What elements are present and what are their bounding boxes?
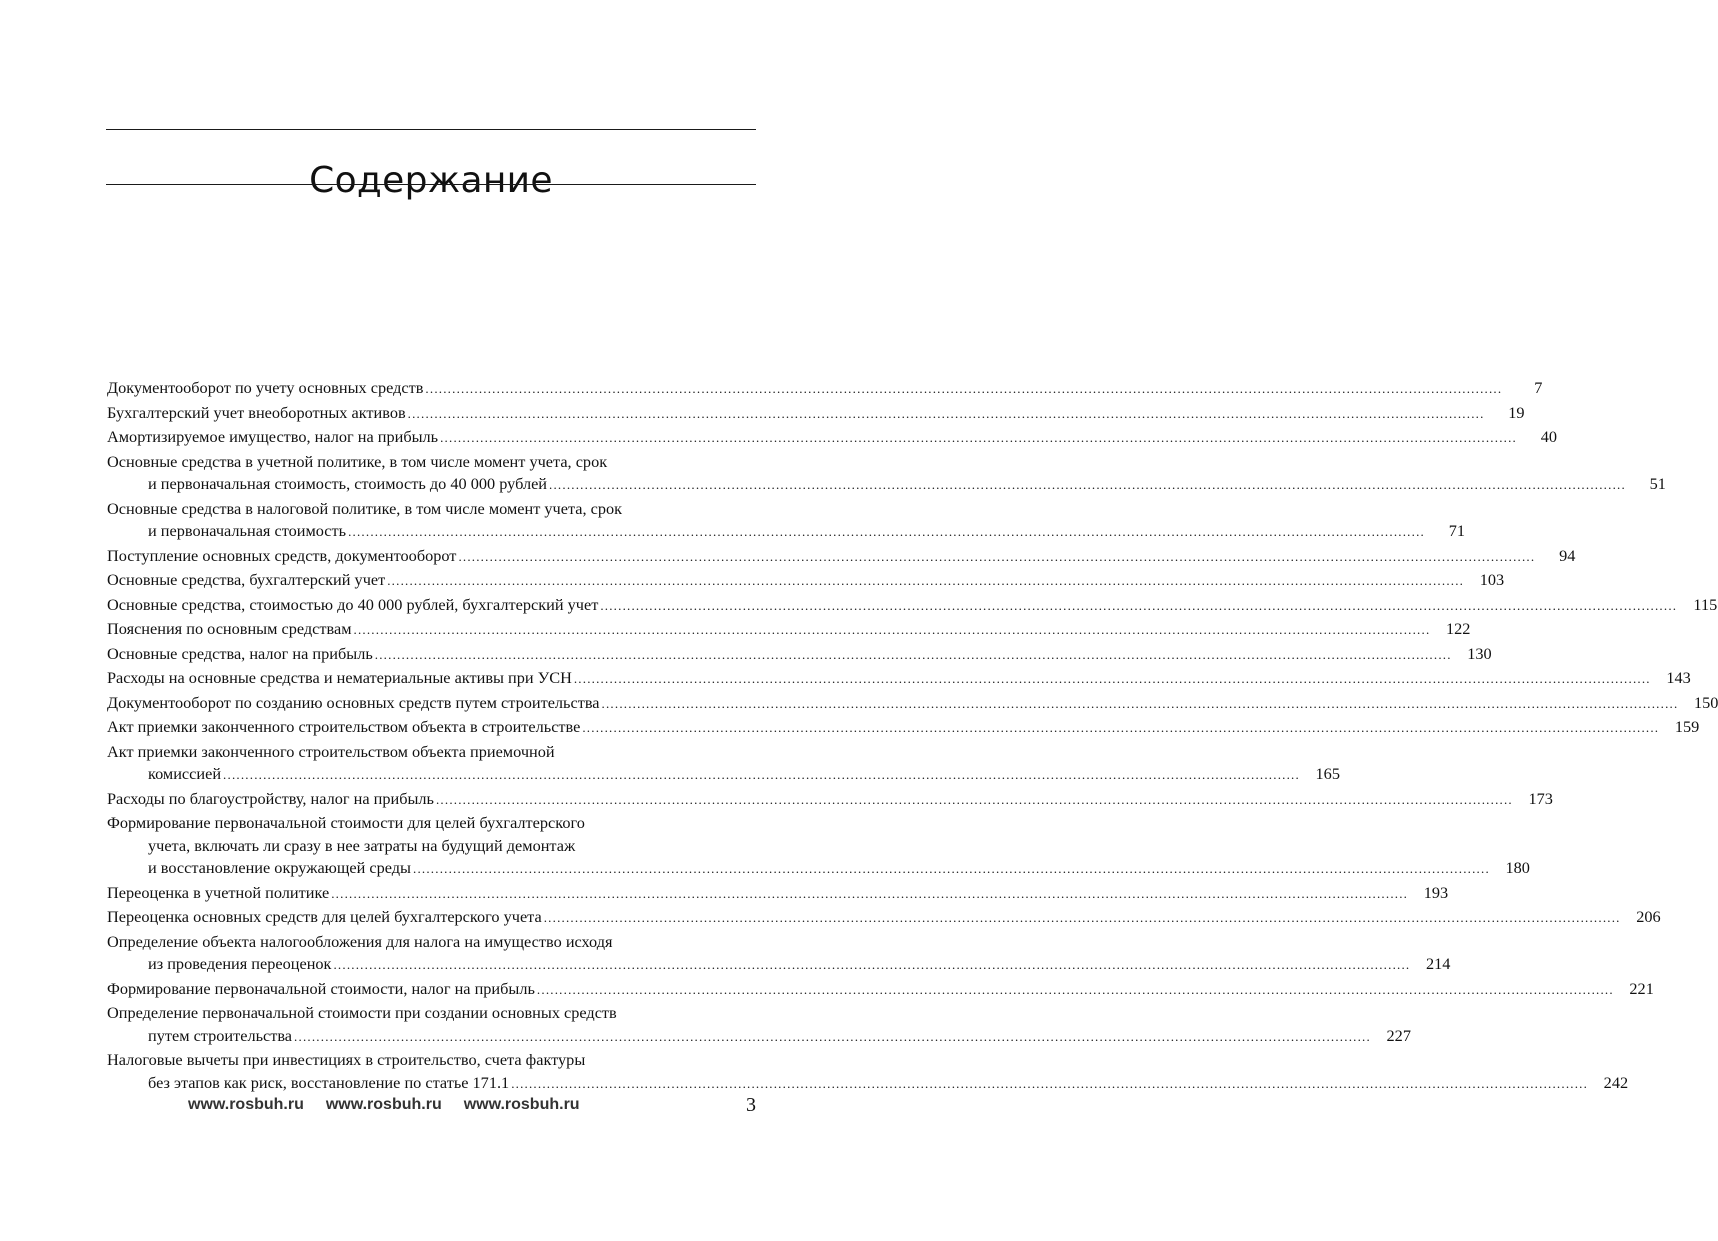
toc-page-number: 19: [1508, 402, 1525, 422]
toc-entry-title: комиссией: [148, 764, 222, 783]
toc-entry[interactable]: [107, 402, 1525, 425]
toc-entry-title: Формирование первоначальной стоимости, налог на прибыль: [107, 978, 535, 998]
toc-page-number: 173: [1528, 788, 1553, 808]
toc-entry-title: без этапов как риск, восстановление по статье 171.1: [148, 1072, 510, 1092]
toc-entry-line: [107, 377, 1543, 400]
dot-leader: [458, 546, 1535, 569]
toc-entry-title: Основные средства, налог на прибыль: [107, 643, 373, 663]
toc-entry-title: Акт приемки законченного строительством объекта в строительстве: [107, 717, 581, 736]
toc-entry[interactable]: [107, 882, 1449, 905]
toc-page-number: 143: [1666, 668, 1691, 687]
toc-page-number: 7: [1534, 378, 1543, 397]
toc-entry-line: [107, 498, 756, 521]
toc-page-number: 221: [1629, 978, 1654, 998]
toc-entry-line: [107, 953, 1451, 976]
toc-entry-title: путем строительства: [148, 1025, 293, 1045]
toc-entry[interactable]: [107, 906, 1661, 929]
toc-entry-title: Определение первоначальной стоимости при создании основных средств: [107, 1003, 617, 1022]
toc-entry[interactable]: [107, 451, 1666, 496]
dot-leader: [436, 789, 1513, 812]
toc-entry[interactable]: [107, 1002, 1411, 1047]
toc-page-number: 227: [1386, 1025, 1411, 1045]
toc-entry-line: [107, 520, 1465, 543]
toc-entry-line: [107, 618, 1471, 641]
toc-entry[interactable]: [107, 426, 1557, 449]
toc-page-number: 130: [1467, 643, 1492, 663]
dot-leader: [331, 883, 1408, 906]
toc-entry[interactable]: [107, 618, 1471, 641]
toc-page-number: 122: [1445, 619, 1471, 638]
toc-entry-line: [107, 835, 756, 858]
toc-entry-title: Документооборот по созданию основных средств путем строительства: [107, 692, 600, 712]
toc-entry-line: [107, 569, 1505, 592]
dot-leader: [413, 858, 1490, 881]
toc-page-number: 165: [1315, 764, 1340, 783]
toc-entry-line: [107, 1025, 1411, 1048]
toc-entry-title: Формирование первоначальной стоимости для целей бухгалтерского: [107, 813, 585, 832]
dot-leader: [348, 521, 1425, 544]
toc-page-number: 159: [1674, 717, 1700, 736]
toc-page-number: 71: [1448, 521, 1465, 540]
toc-entry-line: [107, 788, 1553, 811]
page-title: Содержание: [309, 160, 553, 202]
toc-page-number: 51: [1649, 474, 1666, 493]
dot-leader: [333, 954, 1410, 977]
toc-page-number: 193: [1423, 882, 1449, 902]
dot-leader: [602, 693, 1679, 716]
title-top-rule: [106, 129, 756, 130]
toc-entry-line: [107, 426, 1557, 449]
toc-entry-line: [107, 1002, 756, 1025]
toc-entry-title: из проведения переоценок: [148, 954, 332, 973]
toc-entry-title: Основные средства, бухгалтерский учет: [107, 570, 386, 589]
footer-website-link[interactable]: www.rosbuh.ru: [325, 1096, 442, 1113]
footer-website-link[interactable]: www.rosbuh.ru: [188, 1096, 304, 1113]
toc-entry[interactable]: [107, 741, 1340, 786]
dot-leader: [544, 907, 1621, 930]
dot-leader: [537, 979, 1614, 1002]
toc-entry[interactable]: [107, 569, 1505, 592]
toc-entry[interactable]: [107, 667, 1691, 690]
toc-page-number: 115: [1693, 594, 1718, 614]
toc-entry-line: [107, 667, 1691, 690]
toc-entry-line: [107, 716, 1700, 739]
page-number: 3: [746, 1094, 756, 1116]
toc-entry-title: и первоначальная стоимость, стоимость до 40 000 рублей: [148, 474, 548, 493]
toc-entry-line: [107, 692, 1718, 715]
toc-entry-line: [107, 812, 756, 835]
toc-entry[interactable]: [107, 1049, 1629, 1094]
toc-entry-title: и первоначальная стоимость: [148, 521, 347, 540]
toc-entry-line: [107, 451, 756, 474]
toc-entry-line: [107, 594, 1718, 617]
toc-page-number: 150: [1694, 692, 1718, 712]
toc-page-number: 103: [1479, 570, 1505, 589]
toc-entry-title: Переоценка в учетной политике: [107, 882, 330, 902]
dot-leader: [425, 378, 1502, 401]
dot-leader: [375, 644, 1452, 667]
toc-entry-line: [107, 882, 1449, 905]
toc-entry-title: и восстановление окружающей среды: [148, 858, 411, 877]
toc-entry-title: Переоценка основных средств для целей бухгалтерского учета: [107, 907, 542, 926]
toc-entry[interactable]: [107, 716, 1700, 739]
toc-entry-title: Налоговые вычеты при инвестициях в строительство, счета фактуры: [107, 1050, 586, 1069]
toc-entry-title: Документооборот по учету основных средств: [107, 378, 424, 397]
toc-entry-line: [107, 931, 756, 954]
toc-entry[interactable]: [107, 377, 1543, 400]
toc-entry[interactable]: [107, 643, 1492, 666]
toc-page-number: 206: [1636, 907, 1661, 926]
dot-leader: [408, 403, 1485, 426]
toc-entry-title: Расходы на основные средства и нематериальные активы при УСН: [107, 668, 572, 687]
toc-entry[interactable]: [107, 931, 1451, 976]
table-of-contents: [107, 377, 1718, 1096]
toc-entry-title: Определение объекта налогообложения для налога на имущество исходя: [107, 931, 613, 951]
toc-entry-title: Бухгалтерский учет внеоборотных активов: [107, 402, 406, 422]
toc-entry-title: Основные средства в налоговой политике, в том числе момент учета, срок: [107, 498, 623, 518]
toc-entry-line: [107, 741, 756, 764]
dot-leader: [294, 1026, 1371, 1049]
toc-page-number: 94: [1559, 545, 1576, 565]
toc-entry-title: Расходы по благоустройству, налог на прибыль: [107, 788, 434, 808]
toc-entry[interactable]: [107, 594, 1718, 617]
dot-leader: [223, 764, 1300, 787]
toc-entry-title: Основные средства в учетной политике, в том числе момент учета, срок: [107, 451, 608, 471]
dot-leader: [600, 595, 1677, 618]
dot-leader: [574, 668, 1651, 691]
toc-entry-line: [107, 1049, 756, 1072]
title-bottom-rule: [106, 184, 756, 185]
toc-entry[interactable]: [107, 545, 1576, 568]
toc-entry-title: Основные средства, стоимостью до 40 000 рублей, бухгалтерский учет: [107, 594, 599, 614]
footer-website-link[interactable]: www.rosbuh.ru: [463, 1096, 580, 1113]
dot-leader: [549, 474, 1626, 497]
toc-entry-line: [107, 545, 1576, 568]
toc-entry-line: [107, 906, 1661, 929]
toc-entry[interactable]: [107, 788, 1553, 811]
dot-leader: [582, 717, 1659, 740]
toc-entry[interactable]: [107, 978, 1654, 1001]
footer-links: [188, 1094, 602, 1116]
toc-entry[interactable]: [107, 812, 1530, 880]
toc-entry[interactable]: [107, 498, 1465, 543]
toc-entry-line: [107, 978, 1654, 1001]
dot-leader: [511, 1073, 1588, 1096]
dot-leader: [387, 570, 1464, 593]
dot-leader: [354, 619, 1431, 642]
toc-page-number: 242: [1603, 1072, 1629, 1092]
dot-leader: [440, 427, 1517, 450]
toc-entry[interactable]: [107, 692, 1718, 715]
toc-entry-title: Пояснения по основным средствам: [107, 619, 352, 638]
toc-entry-title: учета, включать ли сразу в нее затраты на будущий демонтаж: [148, 835, 576, 855]
toc-entry-line: [107, 763, 1340, 786]
toc-entry-line: [107, 402, 1525, 425]
toc-entry-title: Акт приемки законченного строительством объекта приемочной: [107, 741, 555, 761]
toc-entry-line: [107, 1072, 1629, 1095]
toc-entry-title: Поступление основных средств, документооборот: [107, 545, 457, 565]
toc-page-number: 180: [1505, 858, 1530, 877]
toc-entry-title: Амортизируемое имущество, налог на прибыль: [107, 427, 439, 446]
toc-page-number: 40: [1540, 427, 1557, 446]
toc-entry-line: [107, 857, 1530, 880]
toc-entry-line: [107, 643, 1492, 666]
toc-page-number: 214: [1425, 954, 1451, 973]
toc-entry-line: [107, 473, 1666, 496]
